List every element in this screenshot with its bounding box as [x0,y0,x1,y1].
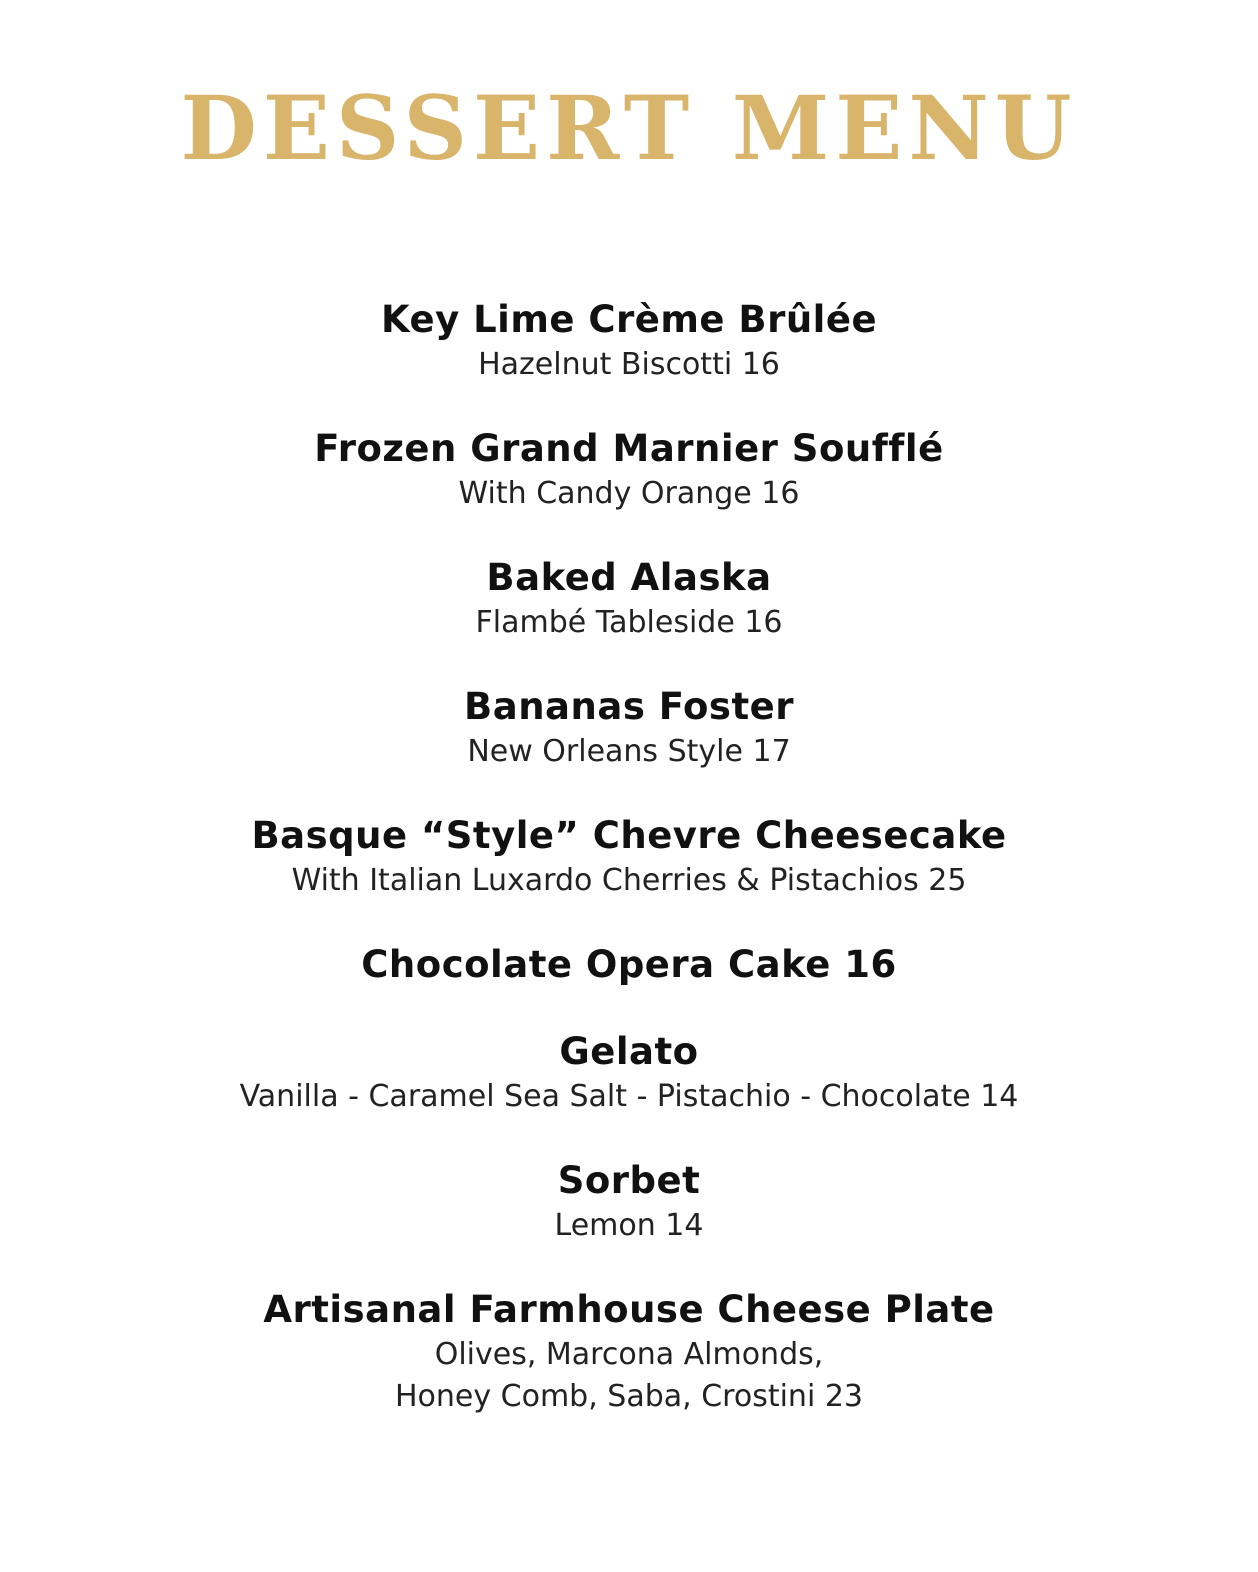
item-description-line: Honey Comb, Saba, Crostini 23 [394,1379,863,1414]
dessert-list [0,296,1258,1418]
menu-item [0,812,1258,902]
menu-item [0,1286,1258,1418]
item-name: Bananas Foster [464,685,794,728]
menu-item [0,683,1258,773]
item-description: New Orleans Style 17 [467,734,791,769]
item-description: Flambé Tableside 16 [475,605,783,640]
item-name: Basque “Style” Chevre Cheesecake [251,814,1007,857]
item-description: With Italian Luxardo Cherries & Pistachios 25 [291,863,967,898]
item-name: Key Lime Crème Brûlée [380,298,878,341]
item-description: With Candy Orange 16 [458,476,800,511]
menu-item [0,941,1258,989]
menu-item [0,296,1258,386]
item-description [0,1334,1258,1418]
item-name: Gelato [559,1030,699,1073]
menu-item [0,425,1258,515]
item-description: Hazelnut Biscotti 16 [478,347,780,382]
item-name: Chocolate Opera Cake 16 [361,943,897,986]
item-name: Artisanal Farmhouse Cheese Plate [263,1288,995,1331]
item-description: Lemon 14 [554,1208,704,1243]
item-description: Vanilla - Caramel Sea Salt - Pistachio - Chocolate 14 [239,1079,1019,1114]
menu-item [0,1028,1258,1118]
item-name: Frozen Grand Marnier Soufflé [314,427,944,470]
item-name: Sorbet [557,1159,701,1202]
menu-item [0,554,1258,644]
item-name: Baked Alaska [486,556,772,599]
item-description-line: Olives, Marcona Almonds, [434,1337,824,1372]
menu-item [0,1157,1258,1247]
menu-title: DESSERT MENU [180,76,1078,180]
